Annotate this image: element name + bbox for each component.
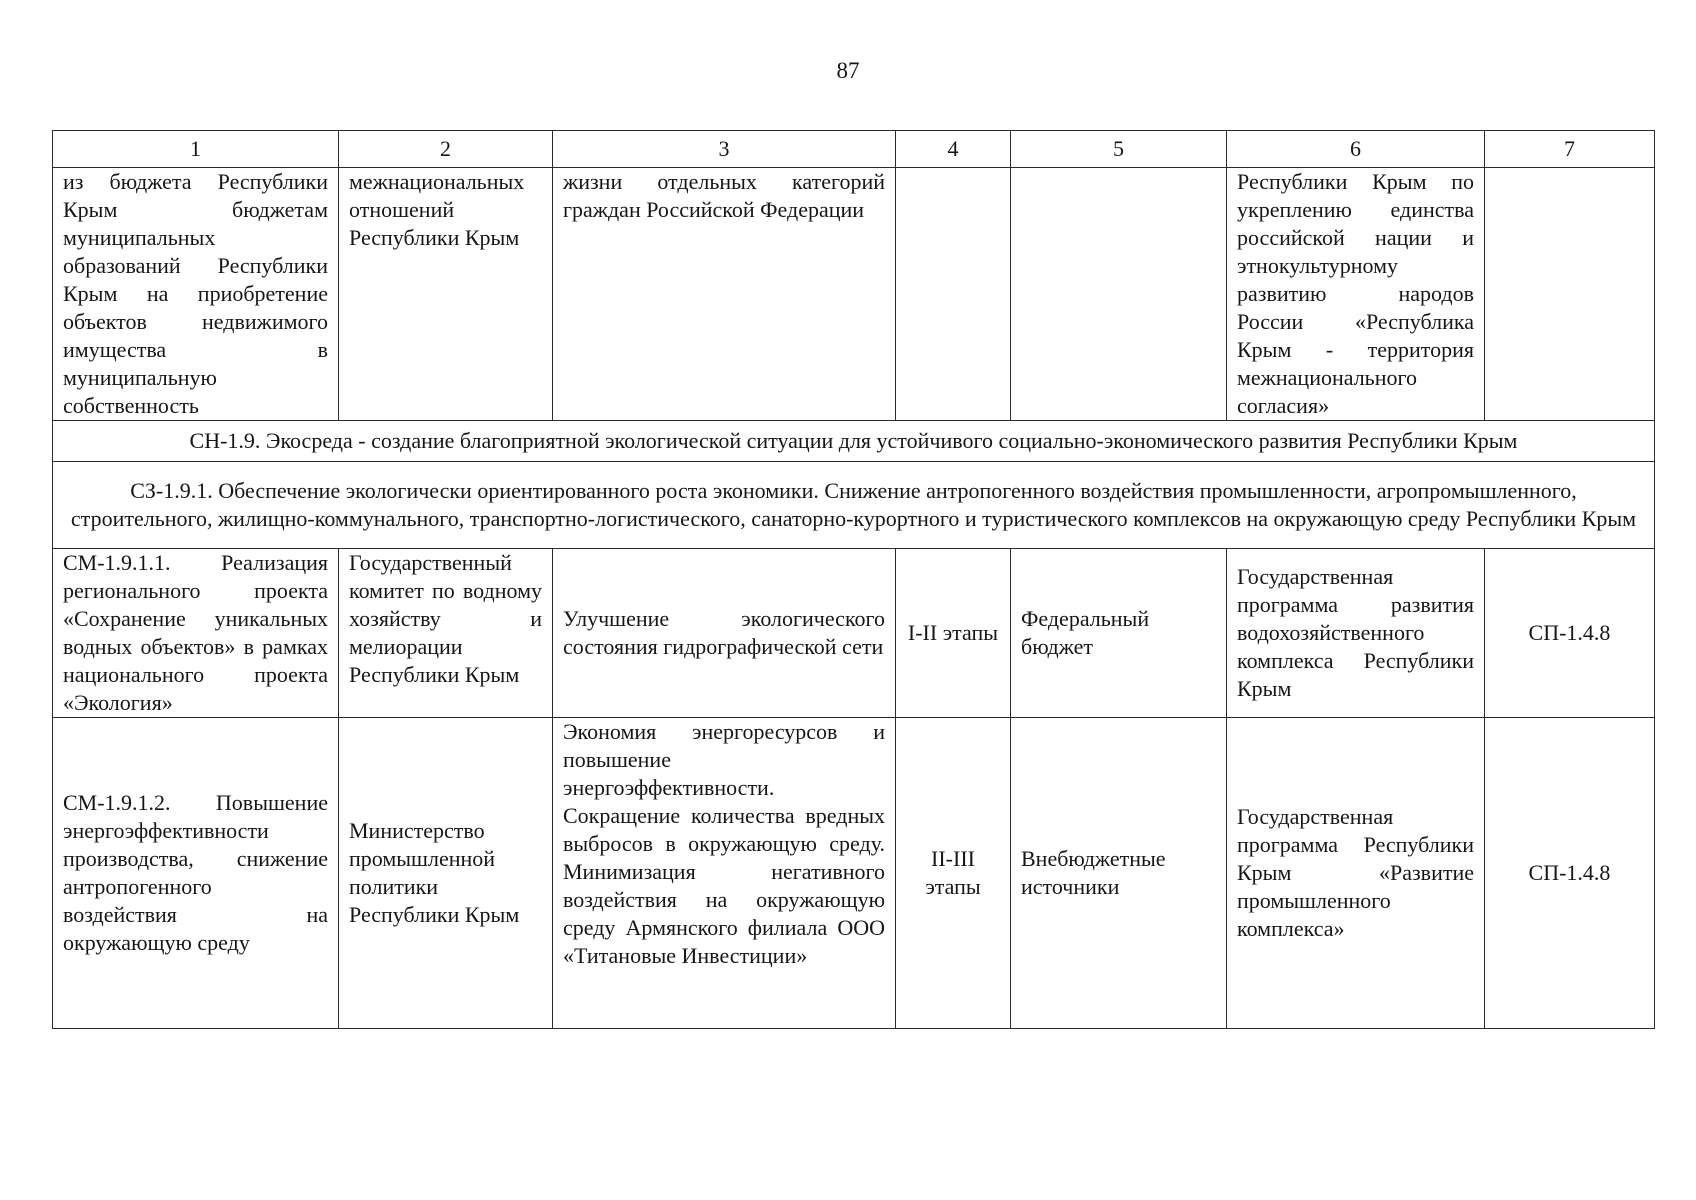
cell-executor: Министерство промышленной политики Республики Крым bbox=[339, 718, 553, 1029]
cell-stage: II-III этапы bbox=[896, 718, 1011, 1029]
section-heading-row bbox=[53, 421, 1655, 462]
table-row bbox=[53, 718, 1655, 1029]
cell-measure: из бюджета Республики Крым бюджетам муниципальных образований Республики Крым на приобретение объектов недвижимого имущества в муниципальную собственность bbox=[53, 168, 339, 421]
column-number-5: 5 bbox=[1011, 131, 1227, 168]
table-row bbox=[53, 549, 1655, 718]
cell-measure: СМ-1.9.1.1. Реализация регионального проекта «Сохранение уникальных водных объектов» в рамках национального проекта «Экология» bbox=[53, 549, 339, 718]
strategy-table bbox=[52, 130, 1655, 1029]
cell-result: жизни отдельных категорий граждан Российской Федерации bbox=[553, 168, 896, 421]
cell-program: Государственная программа Республики Крым «Развитие промышленного комплекса» bbox=[1227, 718, 1485, 1029]
column-number-1: 1 bbox=[53, 131, 339, 168]
cell-funding: Внебюджетные источники bbox=[1011, 718, 1227, 1029]
cell-result: Улучшение экологического состояния гидрографической сети bbox=[553, 549, 896, 718]
subsection-heading: СЗ-1.9.1. Обеспечение экологически ориентированного роста экономики. Снижение антропогенного воздействия промышленности, агропромышленного, строительного, жилищно-коммунального, транспортно-логистического, санаторно-курортного и туристического комплексов на окружающую среду Республики Крым bbox=[53, 462, 1655, 549]
column-number-4: 4 bbox=[896, 131, 1011, 168]
cell-stage: I-II этапы bbox=[896, 549, 1011, 718]
column-number-row bbox=[53, 131, 1655, 168]
column-number-7: 7 bbox=[1485, 131, 1655, 168]
cell-funding: Федеральный бюджет bbox=[1011, 549, 1227, 718]
column-number-3: 3 bbox=[553, 131, 896, 168]
cell-code: СП-1.4.8 bbox=[1485, 549, 1655, 718]
continuation-row bbox=[53, 168, 1655, 421]
section-heading: СН-1.9. Экосреда - создание благоприятной экологической ситуации для устойчивого социально-экономического развития Республики Крым bbox=[53, 421, 1655, 462]
cell-measure: СМ-1.9.1.2. Повышение энергоэффективности производства, снижение антропогенного воздействия на окружающую среду bbox=[53, 718, 339, 1029]
page-number: 87 bbox=[836, 58, 860, 83]
cell-executor: Государственный комитет по водному хозяйству и мелиорации Республики Крым bbox=[339, 549, 553, 718]
cell-program: Республики Крым по укреплению единства российской нации и этнокультурному развитию народов России «Республика Крым - территория межнационального согласия» bbox=[1227, 168, 1485, 421]
cell-code bbox=[1485, 168, 1655, 421]
cell-executor: межнациональных отношений Республики Крым bbox=[339, 168, 553, 421]
cell-program: Государственная программа развития водохозяйственного комплекса Республики Крым bbox=[1227, 549, 1485, 718]
cell-stage bbox=[896, 168, 1011, 421]
cell-code: СП-1.4.8 bbox=[1485, 718, 1655, 1029]
column-number-2: 2 bbox=[339, 131, 553, 168]
subsection-heading-row bbox=[53, 462, 1655, 549]
cell-funding bbox=[1011, 168, 1227, 421]
column-number-6: 6 bbox=[1227, 131, 1485, 168]
cell-result: Экономия энергоресурсов и повышение энергоэффективности. Сокращение количества вредных выбросов в окружающую среду. Минимизация негативного воздействия на окружающую среду Армянского филиала ООО «Титановые Инвестиции» bbox=[553, 718, 896, 1029]
